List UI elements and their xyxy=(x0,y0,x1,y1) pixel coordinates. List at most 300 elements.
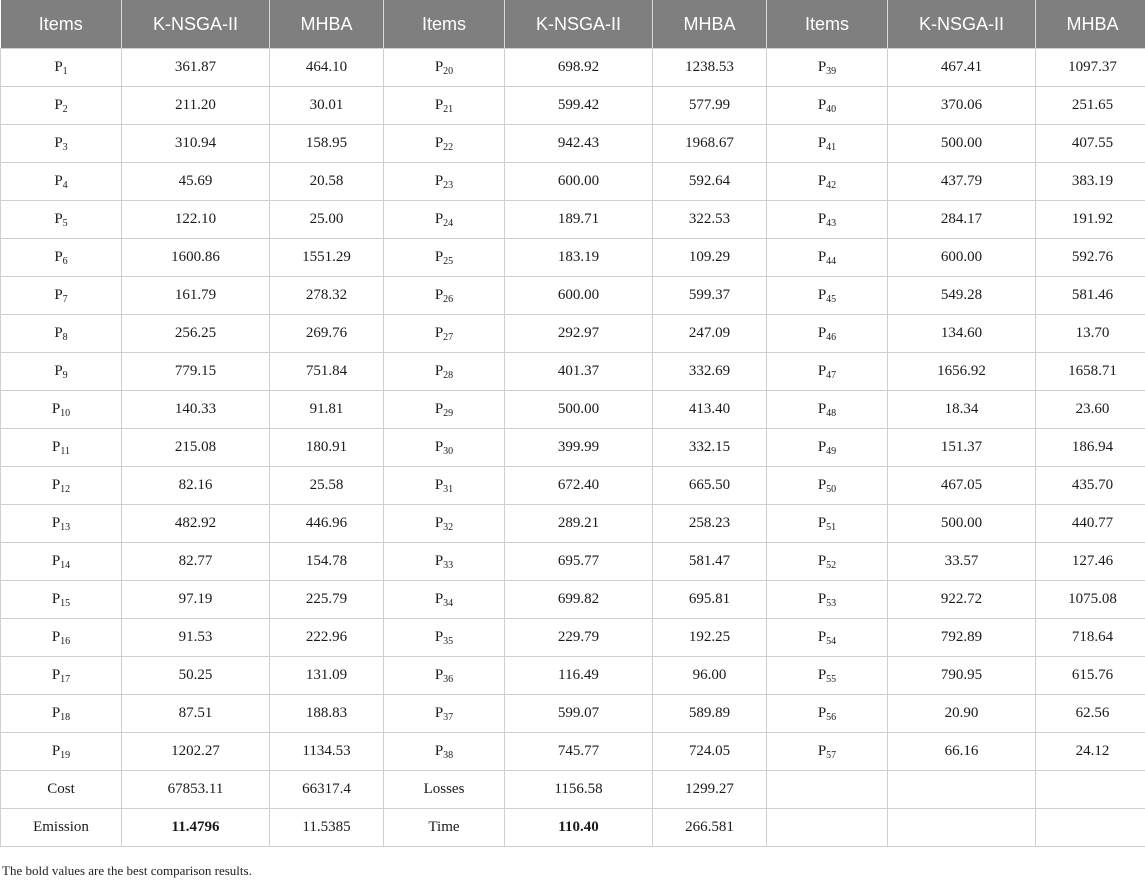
item-symbol: P xyxy=(434,324,444,341)
table-cell xyxy=(1,239,122,277)
table-cell: 751.84 xyxy=(270,353,384,391)
item-subscript: 10 xyxy=(60,407,71,419)
table-cell: 413.40 xyxy=(653,391,767,429)
table-cell: 1202.27 xyxy=(122,733,270,771)
table-cell: 229.79 xyxy=(505,619,653,657)
item-subscript: 42 xyxy=(826,179,837,191)
column-header: MHBA xyxy=(653,0,767,49)
item-subscript: 12 xyxy=(60,483,71,495)
table-cell: 151.37 xyxy=(888,429,1036,467)
table-cell: 699.82 xyxy=(505,581,653,619)
item-symbol: P xyxy=(54,58,63,75)
table-cell: 192.25 xyxy=(653,619,767,657)
table-row xyxy=(1,771,1145,809)
column-header: Items xyxy=(1,0,122,49)
table-body xyxy=(1,49,1145,847)
table-cell: 25.00 xyxy=(270,201,384,239)
table-cell: 942.43 xyxy=(505,125,653,163)
table-cell: 698.92 xyxy=(505,49,653,87)
table-cell xyxy=(767,163,888,201)
table-cell: 62.56 xyxy=(1036,695,1145,733)
table-row xyxy=(1,619,1145,657)
table-cell xyxy=(888,771,1036,809)
table-row xyxy=(1,125,1145,163)
item-subscript: 8 xyxy=(62,331,68,343)
item-subscript: 26 xyxy=(443,293,454,305)
table-cell xyxy=(1,505,122,543)
item-symbol: P xyxy=(817,362,827,379)
table-cell: 131.09 xyxy=(270,657,384,695)
table-cell: 1134.53 xyxy=(270,733,384,771)
item-symbol: P xyxy=(817,324,827,341)
table-cell: 116.49 xyxy=(505,657,653,695)
table-cell: 191.92 xyxy=(1036,201,1145,239)
item-symbol: P xyxy=(817,514,827,531)
table-cell xyxy=(1,353,122,391)
table-cell xyxy=(767,619,888,657)
table-cell xyxy=(1,315,122,353)
item-symbol: P xyxy=(54,172,63,189)
table-cell xyxy=(767,657,888,695)
item-symbol: P xyxy=(434,590,444,607)
table-cell xyxy=(888,809,1036,847)
table-cell: 284.17 xyxy=(888,201,1036,239)
item-symbol: P xyxy=(817,666,827,683)
item-subscript: 31 xyxy=(443,483,454,495)
table-cell xyxy=(1036,809,1145,847)
table-cell xyxy=(384,467,505,505)
table-cell: 154.78 xyxy=(270,543,384,581)
item-subscript: 55 xyxy=(826,673,837,685)
table-cell: 599.42 xyxy=(505,87,653,125)
item-symbol: P xyxy=(51,704,61,721)
item-subscript: 51 xyxy=(826,521,837,533)
table-cell: Emission xyxy=(1,809,122,847)
table-header xyxy=(1,0,1145,49)
table-cell: 1658.71 xyxy=(1036,353,1145,391)
table-row xyxy=(1,581,1145,619)
item-symbol: P xyxy=(817,590,827,607)
item-symbol: P xyxy=(54,134,63,151)
best-value: 110.40 xyxy=(558,819,599,835)
item-subscript: 37 xyxy=(443,711,454,723)
item-subscript: 6 xyxy=(62,255,68,267)
table-cell xyxy=(384,201,505,239)
table-row xyxy=(1,353,1145,391)
table-cell: 500.00 xyxy=(888,125,1036,163)
table-cell: 500.00 xyxy=(505,391,653,429)
table-cell xyxy=(384,581,505,619)
header-row xyxy=(1,0,1145,49)
table-cell xyxy=(767,505,888,543)
item-symbol: P xyxy=(434,704,444,721)
table-cell: 592.64 xyxy=(653,163,767,201)
item-symbol: P xyxy=(54,210,63,227)
table-cell: 482.92 xyxy=(122,505,270,543)
footnote: The bold values are the best comparison results. xyxy=(2,863,252,878)
table-cell: 437.79 xyxy=(888,163,1036,201)
item-subscript: 36 xyxy=(443,673,454,685)
table-cell: 592.76 xyxy=(1036,239,1145,277)
item-symbol: P xyxy=(54,96,63,113)
table-cell: 310.94 xyxy=(122,125,270,163)
table-cell xyxy=(767,771,888,809)
item-symbol: P xyxy=(817,704,827,721)
item-symbol: P xyxy=(817,476,827,493)
item-symbol: P xyxy=(54,286,63,303)
column-header: K-NSGA-II xyxy=(505,0,653,49)
table-cell: 695.81 xyxy=(653,581,767,619)
item-symbol: P xyxy=(51,666,61,683)
table-cell: 45.69 xyxy=(122,163,270,201)
table-cell: 599.07 xyxy=(505,695,653,733)
table-cell xyxy=(1,581,122,619)
table-cell: 922.72 xyxy=(888,581,1036,619)
column-header: K-NSGA-II xyxy=(122,0,270,49)
table-cell: 82.77 xyxy=(122,543,270,581)
table-cell xyxy=(1,657,122,695)
table-cell: 1075.08 xyxy=(1036,581,1145,619)
table-cell xyxy=(384,315,505,353)
table-cell: 361.87 xyxy=(122,49,270,87)
table-cell: 258.23 xyxy=(653,505,767,543)
item-symbol: P xyxy=(434,628,444,645)
table-row xyxy=(1,429,1145,467)
table-row xyxy=(1,809,1145,847)
table-cell: 66.16 xyxy=(888,733,1036,771)
table-cell: 1299.27 xyxy=(653,771,767,809)
table-cell: 581.47 xyxy=(653,543,767,581)
table-cell xyxy=(767,809,888,847)
item-subscript: 32 xyxy=(443,521,454,533)
column-header: K-NSGA-II xyxy=(888,0,1036,49)
table-cell: 186.94 xyxy=(1036,429,1145,467)
table-cell: 724.05 xyxy=(653,733,767,771)
table-cell: 549.28 xyxy=(888,277,1036,315)
table-cell: 180.91 xyxy=(270,429,384,467)
table-cell: 18.34 xyxy=(888,391,1036,429)
table-cell: 401.37 xyxy=(505,353,653,391)
table-cell: 183.19 xyxy=(505,239,653,277)
table-cell: 435.70 xyxy=(1036,467,1145,505)
item-symbol: P xyxy=(51,590,61,607)
item-symbol: P xyxy=(434,552,444,569)
table-cell xyxy=(767,581,888,619)
table-cell: 332.69 xyxy=(653,353,767,391)
table-cell: 109.29 xyxy=(653,239,767,277)
item-subscript: 33 xyxy=(443,559,454,571)
item-symbol: P xyxy=(817,248,827,265)
table-cell: 672.40 xyxy=(505,467,653,505)
item-subscript: 54 xyxy=(826,635,837,647)
table-cell: 695.77 xyxy=(505,543,653,581)
table-cell: 399.99 xyxy=(505,429,653,467)
table-cell: 370.06 xyxy=(888,87,1036,125)
item-subscript: 39 xyxy=(826,65,837,77)
table-cell: 158.95 xyxy=(270,125,384,163)
table-cell: 30.01 xyxy=(270,87,384,125)
table-row xyxy=(1,87,1145,125)
item-symbol: P xyxy=(54,324,63,341)
table-cell xyxy=(1,163,122,201)
table-cell: 222.96 xyxy=(270,619,384,657)
table-cell: 127.46 xyxy=(1036,543,1145,581)
table-cell: 91.81 xyxy=(270,391,384,429)
item-symbol: P xyxy=(52,438,61,455)
item-symbol: P xyxy=(817,286,827,303)
table-cell xyxy=(767,49,888,87)
table-cell: 23.60 xyxy=(1036,391,1145,429)
table-row xyxy=(1,505,1145,543)
table-cell xyxy=(384,505,505,543)
table-cell: 467.05 xyxy=(888,467,1036,505)
table-cell xyxy=(384,125,505,163)
table-cell: 581.46 xyxy=(1036,277,1145,315)
item-symbol: P xyxy=(817,628,827,645)
table-cell xyxy=(384,391,505,429)
item-symbol: P xyxy=(817,58,827,75)
item-subscript: 43 xyxy=(826,217,837,229)
item-symbol: P xyxy=(434,666,444,683)
table-cell: 745.77 xyxy=(505,733,653,771)
table-cell xyxy=(384,277,505,315)
table-cell xyxy=(384,695,505,733)
table-cell: 779.15 xyxy=(122,353,270,391)
item-subscript: 16 xyxy=(60,635,71,647)
table-cell xyxy=(767,429,888,467)
table-cell: 25.58 xyxy=(270,467,384,505)
item-subscript: 49 xyxy=(826,445,837,457)
item-subscript: 3 xyxy=(62,141,68,153)
table-row xyxy=(1,543,1145,581)
item-subscript: 27 xyxy=(443,331,454,343)
table-cell xyxy=(1,619,122,657)
item-subscript: 19 xyxy=(60,749,71,761)
item-subscript: 46 xyxy=(826,331,837,343)
item-symbol: P xyxy=(434,476,444,493)
item-symbol: P xyxy=(434,210,444,227)
item-symbol: P xyxy=(817,210,827,227)
table-cell: 599.37 xyxy=(653,277,767,315)
table-cell xyxy=(1,125,122,163)
item-symbol: P xyxy=(434,96,444,113)
item-subscript: 18 xyxy=(60,711,71,723)
table-cell: 91.53 xyxy=(122,619,270,657)
table-row xyxy=(1,277,1145,315)
item-symbol: P xyxy=(434,248,444,265)
item-symbol: P xyxy=(817,96,827,113)
table-cell xyxy=(505,809,653,847)
table-row xyxy=(1,201,1145,239)
table-cell xyxy=(384,49,505,87)
item-subscript: 57 xyxy=(826,749,837,761)
item-symbol: P xyxy=(817,400,827,417)
table-cell: 256.25 xyxy=(122,315,270,353)
column-header: MHBA xyxy=(1036,0,1145,49)
item-subscript: 15 xyxy=(60,597,71,609)
table-cell xyxy=(767,239,888,277)
item-symbol: P xyxy=(51,628,61,645)
item-subscript: 23 xyxy=(443,179,454,191)
table-cell: 96.00 xyxy=(653,657,767,695)
table-cell: 269.76 xyxy=(270,315,384,353)
table-cell: 322.53 xyxy=(653,201,767,239)
table-cell xyxy=(767,315,888,353)
table-cell xyxy=(767,277,888,315)
item-subscript: 7 xyxy=(62,293,68,305)
item-symbol: P xyxy=(51,742,61,759)
table-cell: 446.96 xyxy=(270,505,384,543)
table-cell: 211.20 xyxy=(122,87,270,125)
table-cell: 289.21 xyxy=(505,505,653,543)
table-cell: 87.51 xyxy=(122,695,270,733)
item-symbol: P xyxy=(434,400,444,417)
table-cell xyxy=(767,695,888,733)
table-cell: 11.5385 xyxy=(270,809,384,847)
table-cell: 792.89 xyxy=(888,619,1036,657)
table-cell: 161.79 xyxy=(122,277,270,315)
table-cell: 1551.29 xyxy=(270,239,384,277)
column-header: Items xyxy=(767,0,888,49)
table-cell: 292.97 xyxy=(505,315,653,353)
item-subscript: 22 xyxy=(443,141,454,153)
item-subscript: 52 xyxy=(826,559,837,571)
table-cell xyxy=(767,543,888,581)
table-cell xyxy=(384,239,505,277)
table-cell xyxy=(1,201,122,239)
table-cell: Cost xyxy=(1,771,122,809)
table-cell: 278.32 xyxy=(270,277,384,315)
table-cell xyxy=(767,391,888,429)
item-symbol: P xyxy=(434,134,444,151)
table-cell: 589.89 xyxy=(653,695,767,733)
item-symbol: P xyxy=(51,476,61,493)
table-cell: 247.09 xyxy=(653,315,767,353)
item-symbol: P xyxy=(51,552,61,569)
table-cell: 50.25 xyxy=(122,657,270,695)
item-subscript: 21 xyxy=(443,103,454,115)
item-symbol: P xyxy=(817,172,827,189)
table-cell xyxy=(767,87,888,125)
item-subscript: 50 xyxy=(826,483,837,495)
table-cell xyxy=(122,809,270,847)
table-cell xyxy=(767,467,888,505)
item-subscript: 30 xyxy=(443,445,454,457)
table-cell xyxy=(767,353,888,391)
table-cell xyxy=(384,429,505,467)
table-row xyxy=(1,467,1145,505)
table-cell: 577.99 xyxy=(653,87,767,125)
table-cell xyxy=(1,87,122,125)
table-row xyxy=(1,391,1145,429)
table-cell: 215.08 xyxy=(122,429,270,467)
table-cell xyxy=(384,353,505,391)
item-subscript: 41 xyxy=(826,141,837,153)
table-cell: 24.12 xyxy=(1036,733,1145,771)
table-row xyxy=(1,49,1145,87)
item-subscript: 38 xyxy=(443,749,454,761)
table-cell xyxy=(1036,771,1145,809)
table-cell: 20.90 xyxy=(888,695,1036,733)
table-cell xyxy=(1,467,122,505)
item-subscript: 1 xyxy=(62,65,68,77)
item-symbol: P xyxy=(434,58,444,75)
table-cell xyxy=(384,733,505,771)
table-cell: 122.10 xyxy=(122,201,270,239)
table-cell: 97.19 xyxy=(122,581,270,619)
item-symbol: P xyxy=(54,362,63,379)
item-subscript: 56 xyxy=(826,711,837,723)
table-cell: 66317.4 xyxy=(270,771,384,809)
item-subscript: 4 xyxy=(62,179,68,191)
table-cell: 1968.67 xyxy=(653,125,767,163)
table-cell: Losses xyxy=(384,771,505,809)
table-cell: 600.00 xyxy=(505,163,653,201)
best-value: 11.4796 xyxy=(171,819,220,835)
table-cell: 790.95 xyxy=(888,657,1036,695)
table-cell: 134.60 xyxy=(888,315,1036,353)
item-symbol: P xyxy=(434,362,444,379)
item-subscript: 47 xyxy=(826,369,837,381)
table-cell: 1656.92 xyxy=(888,353,1036,391)
item-symbol: P xyxy=(51,400,61,417)
item-subscript: 2 xyxy=(62,103,68,115)
item-symbol: P xyxy=(434,514,444,531)
table-cell: 13.70 xyxy=(1036,315,1145,353)
table-cell xyxy=(1,277,122,315)
table-row xyxy=(1,315,1145,353)
table-cell: 33.57 xyxy=(888,543,1036,581)
item-subscript: 35 xyxy=(443,635,454,647)
table-cell xyxy=(1,695,122,733)
item-subscript: 20 xyxy=(443,65,454,77)
table-cell xyxy=(1,733,122,771)
table-row xyxy=(1,239,1145,277)
table-cell: 464.10 xyxy=(270,49,384,87)
item-symbol: P xyxy=(817,438,827,455)
table-row xyxy=(1,657,1145,695)
item-subscript: 45 xyxy=(826,293,837,305)
item-subscript: 9 xyxy=(62,369,68,381)
table-row xyxy=(1,163,1145,201)
table-row xyxy=(1,733,1145,771)
table-cell: 383.19 xyxy=(1036,163,1145,201)
table-cell: 225.79 xyxy=(270,581,384,619)
item-subscript: 17 xyxy=(60,673,71,685)
item-subscript: 44 xyxy=(826,255,837,267)
table-cell: 440.77 xyxy=(1036,505,1145,543)
table-cell xyxy=(384,657,505,695)
table-cell: 189.71 xyxy=(505,201,653,239)
item-subscript: 24 xyxy=(443,217,454,229)
table-cell: 188.83 xyxy=(270,695,384,733)
table-cell: 20.58 xyxy=(270,163,384,201)
table-cell: 467.41 xyxy=(888,49,1036,87)
item-symbol: P xyxy=(434,742,444,759)
column-header: Items xyxy=(384,0,505,49)
table-cell: 67853.11 xyxy=(122,771,270,809)
table-cell: Time xyxy=(384,809,505,847)
table-cell xyxy=(767,201,888,239)
table-cell: 407.55 xyxy=(1036,125,1145,163)
item-symbol: P xyxy=(434,172,444,189)
table-cell: 600.00 xyxy=(505,277,653,315)
table-cell: 665.50 xyxy=(653,467,767,505)
table-cell: 615.76 xyxy=(1036,657,1145,695)
item-symbol: P xyxy=(51,514,61,531)
item-symbol: P xyxy=(817,742,827,759)
table-cell: 266.581 xyxy=(653,809,767,847)
